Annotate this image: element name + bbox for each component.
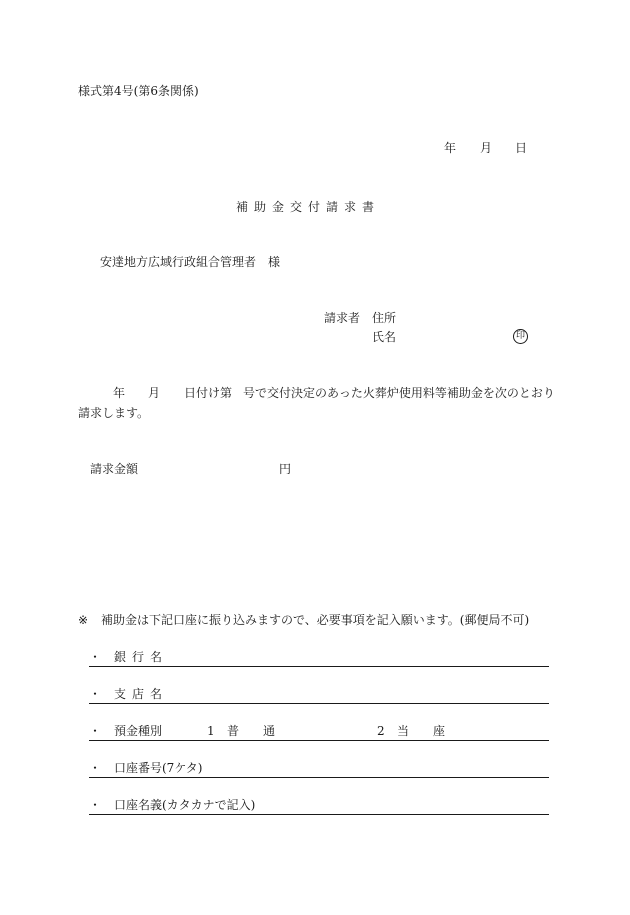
note-mark: ※: [78, 613, 89, 627]
form-number: 様式第4号(第6条関係): [78, 84, 199, 98]
body-year: 年: [113, 386, 126, 400]
bank-name-field[interactable]: [89, 650, 549, 667]
body-month: 月: [148, 386, 161, 400]
account-number-label: 口座番号(7ケタ): [114, 761, 203, 775]
deposit-option-1-number: 1: [207, 724, 215, 738]
name-label: 氏名: [372, 330, 397, 344]
date-year-label: 年: [444, 141, 457, 155]
body-text-2: 請求します。: [78, 406, 150, 420]
account-holder-field[interactable]: [89, 798, 549, 815]
amount-unit: 円: [279, 462, 292, 476]
deposit-option-2-number: 2: [377, 724, 385, 738]
branch-name-label: 支店名: [114, 687, 169, 701]
body-day-ref: 日付け第: [184, 386, 233, 400]
note-text: 補助金は下記口座に振り込みますので、必要事項を記入願います。(郵便局不可): [101, 613, 530, 627]
deposit-type-label: 預金種別: [114, 724, 163, 738]
body-text: 号で交付決定のあった火葬炉使用料等補助金を次のとおり: [243, 386, 555, 400]
bullet: ・: [89, 761, 102, 775]
requester-label: 請求者: [324, 311, 361, 325]
deposit-option-2-label: 当 座: [397, 724, 446, 738]
account-number-field[interactable]: [89, 761, 549, 778]
seal-mark: 印: [513, 329, 528, 344]
document-title: 補助金交付請求書: [236, 200, 381, 214]
address-label: 住所: [372, 311, 397, 325]
branch-name-field[interactable]: [89, 687, 549, 704]
account-holder-label: 口座名義(カタカナで記入): [114, 798, 256, 812]
date-month-label: 月: [480, 141, 493, 155]
bullet: ・: [89, 798, 102, 812]
deposit-type-field[interactable]: [89, 724, 549, 741]
addressee: 安達地方広域行政組合管理者 様: [100, 255, 281, 269]
bullet: ・: [89, 650, 102, 664]
amount-label: 請求金額: [90, 462, 139, 476]
bullet: ・: [89, 687, 102, 701]
date-day-label: 日: [515, 141, 528, 155]
bullet: ・: [89, 724, 102, 738]
deposit-option-1-label: 普 通: [227, 724, 276, 738]
bank-name-label: 銀行名: [114, 650, 169, 664]
